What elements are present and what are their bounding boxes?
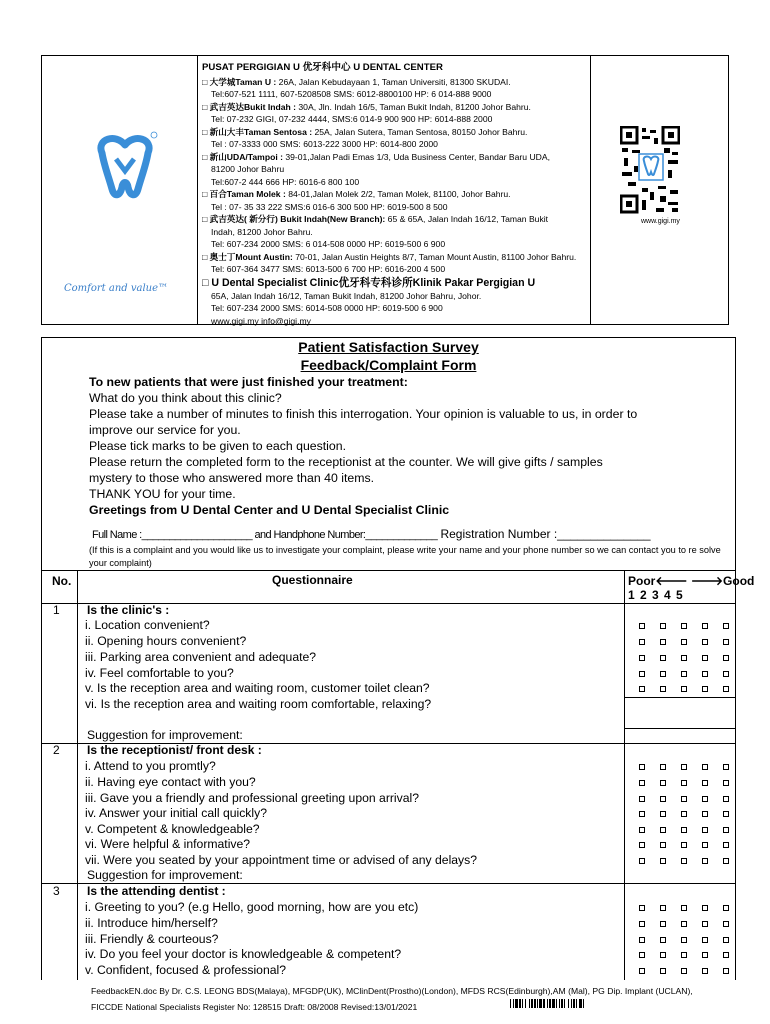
checkbox-icon: □ xyxy=(202,189,208,199)
specialist-contact: Tel: 607-234 2000 SMS: 6014-508 0000 HP: 6019-500 6 900 xyxy=(211,303,443,313)
rating-checkbox-3[interactable] xyxy=(681,671,687,677)
intro-line: What do you think about this clinic? xyxy=(89,391,282,405)
branch-taman-sentosa xyxy=(202,126,602,151)
checkbox-icon: □ xyxy=(202,151,208,162)
rating-checkbox-5[interactable] xyxy=(723,780,729,786)
specialist-web: www.gigi.my info@gigi.my xyxy=(211,315,311,326)
rating-checkbox-3[interactable] xyxy=(681,623,687,629)
rating-options xyxy=(639,918,729,927)
rating-options xyxy=(639,934,729,943)
intro-heading: To new patients that were just finished your treatment: xyxy=(89,375,408,389)
rating-options xyxy=(639,855,729,864)
rating-checkbox-1[interactable] xyxy=(639,796,645,802)
rating-checkbox-3[interactable] xyxy=(681,780,687,786)
complaint-note: (If this is a complaint and you would like us to investigate your complaint, please write your name and your phone number so we can contact you to re solve your complaint) xyxy=(89,545,721,568)
intro-line: mystery to those who answered more than 40 items. xyxy=(89,471,375,485)
tooth-logo-icon xyxy=(90,131,160,211)
rating-checkbox-1[interactable] xyxy=(639,780,645,786)
rating-checkbox-4[interactable] xyxy=(702,921,708,927)
rating-checkbox-5[interactable] xyxy=(723,905,729,911)
intro-text xyxy=(89,374,709,518)
section-number: 1 xyxy=(53,603,60,617)
rating-checkbox-4[interactable] xyxy=(702,686,708,692)
rating-checkbox-1[interactable] xyxy=(639,858,645,864)
rating-checkbox-1[interactable] xyxy=(639,655,645,661)
rating-checkbox-2[interactable] xyxy=(660,655,666,661)
rating-checkbox-3[interactable] xyxy=(681,842,687,848)
rating-checkbox-4[interactable] xyxy=(702,655,708,661)
branch-contact: Tel:607-2 444 666 HP: 6016-6 800 100 xyxy=(211,176,360,187)
intro-line: Please return the completed form to the receptionist at the counter. We will give gifts / samples xyxy=(89,455,603,469)
branch-name: 武吉英达( 新分行) Bukit Indah(New Branch): xyxy=(209,214,386,224)
rating-checkbox-2[interactable] xyxy=(660,780,666,786)
rating-checkbox-1[interactable] xyxy=(639,764,645,770)
branch-contact: Tel : 07-3333 000 SMS: 6013-222 3000 HP: 6014-800 2000 xyxy=(211,139,438,149)
rating-checkbox-5[interactable] xyxy=(723,671,729,677)
barcode-icon xyxy=(510,999,660,1008)
section-number: 2 xyxy=(53,743,60,757)
rating-checkbox-3[interactable] xyxy=(681,796,687,802)
rating-checkbox-3[interactable] xyxy=(681,858,687,864)
rating-checkbox-1[interactable] xyxy=(639,686,645,692)
question-item: ii. Opening hours convenient? xyxy=(85,634,247,648)
branch-specialist xyxy=(202,276,602,328)
clinic-name: PUSAT PERGIGIAN U 优牙科中心 U DENTAL CENTER xyxy=(202,62,443,73)
rating-options xyxy=(639,902,729,911)
rating-checkbox-1[interactable] xyxy=(639,937,645,943)
rating-checkbox-5[interactable] xyxy=(723,858,729,864)
branch-address-cont: Indah, 81200 Johor Bahru. xyxy=(211,226,313,237)
question-item: v. Is the reception area and waiting room, customer toilet clean? xyxy=(85,681,430,695)
question-item: iv. Answer your initial call quickly? xyxy=(85,806,267,820)
branch-bukit-indah xyxy=(202,101,602,126)
rating-checkbox-3[interactable] xyxy=(681,686,687,692)
rating-options xyxy=(639,761,729,770)
branch-address: 30A, Jln. Indah 16/5, Taman Bukit Indah, 81200 Johor Bahru. xyxy=(296,101,531,112)
intro-line: Please tick marks to be given to each question. xyxy=(89,439,347,453)
rating-checkbox-5[interactable] xyxy=(723,639,729,645)
intro-line: improve our service for you. xyxy=(89,423,241,437)
rating-checkbox-2[interactable] xyxy=(660,921,666,927)
suggestion-label: Suggestion for improvement: xyxy=(87,868,243,882)
registration-number-field[interactable]: Registration Number :______________ xyxy=(437,527,651,541)
rating-checkbox-5[interactable] xyxy=(723,655,729,661)
scale-numbers: 1 2 3 4 5 xyxy=(628,588,684,602)
rating-options xyxy=(639,683,729,692)
form-title: Patient Satisfaction Survey xyxy=(298,339,479,355)
rating-checkbox-2[interactable] xyxy=(660,952,666,958)
question-item: iv. Feel comfortable to you? xyxy=(85,666,234,680)
question-item: vii. Were you seated by your appointment time or advised of any delays? xyxy=(85,853,478,867)
specialist-clinic-name: U Dental Specialist Clinic优牙科专科诊所Klinik Pakar Pergigian U xyxy=(211,276,536,289)
section-title: Is the attending dentist : xyxy=(87,884,226,898)
question-item: iv. Do you feel your doctor is knowledgeable & competent? xyxy=(85,947,402,961)
rating-checkbox-1[interactable] xyxy=(639,811,645,817)
rating-checkbox-2[interactable] xyxy=(660,905,666,911)
qr-code-icon xyxy=(620,126,680,214)
clinic-header xyxy=(41,55,729,325)
clinic-logo xyxy=(52,131,202,294)
rating-checkbox-4[interactable] xyxy=(702,780,708,786)
branch-name: 奥士丁Mount Austin: xyxy=(209,251,293,262)
branch-address-cont: 81200 Johor Bahru xyxy=(211,164,285,174)
rating-checkbox-4[interactable] xyxy=(702,905,708,911)
branch-address: 25A, Jalan Sutera, Taman Sentosa, 80150 Johor Bahru. xyxy=(312,126,528,137)
rating-checkbox-5[interactable] xyxy=(723,796,729,802)
rating-checkbox-5[interactable] xyxy=(723,921,729,927)
rating-checkbox-2[interactable] xyxy=(660,671,666,677)
branch-name: 大学城Taman U : xyxy=(209,76,277,87)
rating-options xyxy=(639,949,729,958)
rating-checkbox-4[interactable] xyxy=(702,796,708,802)
rating-checkbox-3[interactable] xyxy=(681,952,687,958)
form-subtitle: Feedback/Complaint Form xyxy=(300,357,477,373)
rating-checkbox-3[interactable] xyxy=(681,655,687,661)
full-name-field[interactable]: Full Name :____________________ and Handphone Number:_____________ xyxy=(92,529,438,541)
rating-options xyxy=(639,965,729,974)
section-number: 3 xyxy=(53,884,60,898)
question-item: v. Confident, focused & professional? xyxy=(85,963,286,977)
rating-checkbox-4[interactable] xyxy=(702,811,708,817)
rating-checkbox-2[interactable] xyxy=(660,764,666,770)
section-title: Is the receptionist/ front desk : xyxy=(87,743,262,757)
rating-checkbox-4[interactable] xyxy=(702,952,708,958)
checkbox-icon: □ xyxy=(202,101,208,112)
divider xyxy=(42,570,735,571)
question-item: iii. Parking area convenient and adequate? xyxy=(85,650,317,664)
clinic-branch-list xyxy=(202,62,602,327)
rating-checkbox-1[interactable] xyxy=(639,968,645,974)
branch-bukit-indah-new xyxy=(202,213,602,251)
rating-checkbox-4[interactable] xyxy=(702,842,708,848)
rating-checkbox-1[interactable] xyxy=(639,671,645,677)
question-item: i. Greeting to you? (e.g Hello, good morning, how are you etc) xyxy=(85,900,419,914)
rating-options xyxy=(639,793,729,802)
question-item: v. Competent & knowledgeable? xyxy=(85,822,260,836)
question-item: ii. Having eye contact with you? xyxy=(85,775,256,789)
rating-checkbox-4[interactable] xyxy=(702,968,708,974)
branch-name: 百合Taman Molek : xyxy=(209,189,286,199)
rating-checkbox-4[interactable] xyxy=(702,671,708,677)
qr-url[interactable]: www.gigi.my xyxy=(641,218,680,225)
branch-address: 39-01,Jalan Padi Emas 1/3, Uda Business Center, Bandar Baru UDA, xyxy=(282,151,550,162)
rating-checkbox-5[interactable] xyxy=(723,842,729,848)
branch-name: 新山UDA/Tampoi : xyxy=(209,151,283,162)
checkbox-icon: □ xyxy=(202,126,208,137)
rating-checkbox-3[interactable] xyxy=(681,921,687,927)
rating-checkbox-1[interactable] xyxy=(639,952,645,958)
rating-options xyxy=(639,824,729,833)
branch-taman-molek xyxy=(202,188,602,213)
rating-checkbox-3[interactable] xyxy=(681,639,687,645)
branch-mount-austin xyxy=(202,251,602,276)
question-item: i. Attend to you promtly? xyxy=(85,759,216,773)
divider xyxy=(77,570,78,980)
rating-checkbox-1[interactable] xyxy=(639,623,645,629)
question-item: vi. Is the reception area and waiting room comfortable, relaxing? xyxy=(85,697,432,711)
rating-checkbox-3[interactable] xyxy=(681,764,687,770)
rating-checkbox-5[interactable] xyxy=(723,764,729,770)
rating-checkbox-2[interactable] xyxy=(660,937,666,943)
suggestion-label: Suggestion for improvement: xyxy=(87,728,243,742)
rating-checkbox-4[interactable] xyxy=(702,623,708,629)
rating-checkbox-5[interactable] xyxy=(723,623,729,629)
rating-checkbox-1[interactable] xyxy=(639,827,645,833)
checkbox-icon: □ xyxy=(202,214,208,224)
footer-register: FICCDE National Specialists Register No: 128515 Draft: 08/2008 Revised:13/01/2021 xyxy=(91,1002,418,1012)
column-header-scale: Poor🡐 🡒Good xyxy=(628,574,755,588)
brand-tagline: Comfort and value™ xyxy=(64,283,169,294)
rating-checkbox-2[interactable] xyxy=(660,858,666,864)
rating-checkbox-3[interactable] xyxy=(681,811,687,817)
rating-checkbox-3[interactable] xyxy=(681,937,687,943)
rating-checkbox-1[interactable] xyxy=(639,639,645,645)
branch-address: 70-01, Jalan Austin Heights 8/7, Taman Mount Austin, 81100 Johor Bahru. xyxy=(292,251,577,262)
rating-checkbox-1[interactable] xyxy=(639,905,645,911)
contact-fields xyxy=(92,527,651,541)
rating-options xyxy=(639,777,729,786)
rating-checkbox-2[interactable] xyxy=(660,639,666,645)
divider xyxy=(624,697,735,698)
branch-uda-tampoi xyxy=(202,151,602,189)
rating-checkbox-4[interactable] xyxy=(702,764,708,770)
question-item: ii. Introduce him/herself? xyxy=(85,916,218,930)
rating-checkbox-2[interactable] xyxy=(660,796,666,802)
rating-options xyxy=(639,636,729,645)
rating-checkbox-2[interactable] xyxy=(660,811,666,817)
rating-checkbox-5[interactable] xyxy=(723,968,729,974)
questionnaire-table xyxy=(42,570,755,980)
divider xyxy=(624,570,625,980)
rating-checkbox-5[interactable] xyxy=(723,937,729,943)
rating-checkbox-3[interactable] xyxy=(681,905,687,911)
branch-address: 26A, Jalan Kebudayaan 1, Taman Universiti, 81300 SKUDAI. xyxy=(276,76,511,87)
rating-checkbox-4[interactable] xyxy=(702,858,708,864)
greetings: Greetings from U Dental Center and U Dental Specialist Clinic xyxy=(89,503,450,517)
checkbox-icon: □ xyxy=(202,276,209,289)
branch-name: 新山大丰Taman Sentosa : xyxy=(209,126,313,137)
rating-options xyxy=(639,668,729,677)
rating-checkbox-1[interactable] xyxy=(639,921,645,927)
branch-address: 65 & 65A, Jalan Indah 16/12, Taman Bukit xyxy=(385,214,549,224)
rating-options xyxy=(639,839,729,848)
rating-checkbox-2[interactable] xyxy=(660,842,666,848)
rating-checkbox-3[interactable] xyxy=(681,827,687,833)
branch-contact: Tel: 07-232 GIGI, 07-232 4444, SMS:6 014-9 900 900 HP: 6014-888 2000 xyxy=(211,114,493,124)
rating-checkbox-1[interactable] xyxy=(639,842,645,848)
rating-options xyxy=(639,620,729,629)
branch-contact: Tel: 607-364 3477 SMS: 6013-500 6 700 HP: 6016-200 4 500 xyxy=(211,264,446,274)
branch-name: 武吉英达Bukit Indah : xyxy=(209,101,297,112)
rating-checkbox-2[interactable] xyxy=(660,968,666,974)
branch-taman-u xyxy=(202,76,602,101)
question-item: vi. Were helpful & informative? xyxy=(85,837,251,851)
specialist-address: 65A, Jalan Indah 16/12, Taman Bukit Indah, 81200 Johor Bahru, Johor. xyxy=(211,290,482,301)
branch-contact: Tel:607-521 1111, 607-5208508 SMS: 6012-8800100 HP: 6 014-888 9000 xyxy=(211,89,492,99)
divider xyxy=(624,728,735,729)
branch-contact: Tel: 607-234 2000 SMS: 6 014-508 0000 HP: 6019-500 6 900 xyxy=(211,239,446,249)
rating-checkbox-2[interactable] xyxy=(660,686,666,692)
rating-checkbox-3[interactable] xyxy=(681,968,687,974)
column-header-no: No. xyxy=(52,574,72,588)
rating-checkbox-4[interactable] xyxy=(702,827,708,833)
branch-address: 84-01,Jalan Molek 2/2, Taman Molek, 81100, Johor Bahru. xyxy=(285,189,511,199)
question-item: iii. Friendly & courteous? xyxy=(85,932,219,946)
rating-checkbox-5[interactable] xyxy=(723,686,729,692)
question-item: iii. Gave you a friendly and professional greeting upon arrival? xyxy=(85,791,419,805)
intro-line: THANK YOU for your time. xyxy=(89,487,236,501)
section-title: Is the clinic's : xyxy=(87,603,170,617)
rating-options xyxy=(639,808,729,817)
rating-checkbox-2[interactable] xyxy=(660,827,666,833)
rating-checkbox-5[interactable] xyxy=(723,827,729,833)
rating-checkbox-5[interactable] xyxy=(723,952,729,958)
rating-checkbox-4[interactable] xyxy=(702,937,708,943)
checkbox-icon: □ xyxy=(202,251,208,262)
intro-line: Please take a number of minutes to finish this interrogation. Your opinion is valuable to us, in order to xyxy=(89,407,638,421)
rating-options xyxy=(639,652,729,661)
survey-form xyxy=(41,337,755,980)
column-header-questionnaire: Questionnaire xyxy=(272,573,353,587)
branch-contact: Tel : 07- 35 33 222 SMS:6 016-6 300 500 HP: 6019-500 8 500 xyxy=(211,201,448,212)
question-item: i. Location convenient? xyxy=(85,618,210,632)
rating-checkbox-5[interactable] xyxy=(723,811,729,817)
checkbox-icon: □ xyxy=(202,76,208,87)
footer-author: FeedbackEN.doc By Dr. C.S. LEONG BDS(Malaya), MFGDP(UK), MClinDent(Prostho)(London), MFDS RCS(Edinburgh),AM (Mal), PG Dip. Implant (UCLAN), xyxy=(91,986,693,996)
rating-checkbox-4[interactable] xyxy=(702,639,708,645)
rating-checkbox-2[interactable] xyxy=(660,623,666,629)
